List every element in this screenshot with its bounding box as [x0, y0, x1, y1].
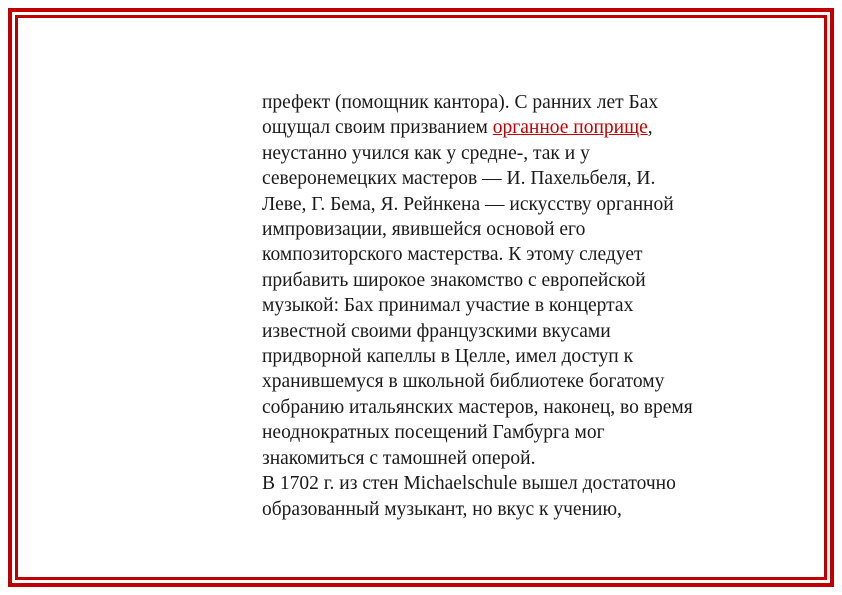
text-line: композиторского мастерства. К этому следует — [262, 244, 643, 266]
text-line: знакомиться с тамошней оперой. — [262, 447, 536, 469]
text-line: импровизации, явившейся основой его — [262, 219, 586, 241]
text-fragment: ощущал своим призванием — [262, 117, 493, 139]
text-line: префект (помощник кантора). С ранних лет Бах — [262, 92, 659, 113]
text-line: неустанно учился как у средне-, так и у — [262, 142, 590, 164]
text-line — [262, 115, 762, 140]
text-line: северонемецких мастеров — И. Пахельбеля, И. — [262, 168, 656, 190]
text-line: Леве, Г. Бема, Я. Рейнкена — искусству органной — [262, 193, 674, 215]
text-block — [262, 90, 762, 522]
text-line: музыкой: Бах принимал участие в концертах — [262, 295, 634, 317]
text-line: собранию итальянских мастеров, наконец, во время — [262, 396, 693, 418]
text-line: хранившемуся в школьной библиотеке богатому — [262, 371, 665, 393]
text-line: прибавить широкое знакомство с европейской — [262, 269, 646, 291]
text-line: В 1702 г. из стен Michaelschule вышел достаточно — [262, 473, 676, 495]
text-fragment: , — [647, 117, 653, 139]
text-line: неоднократных посещений Гамбурга мог — [262, 422, 605, 444]
text-line: образованный музыкант, но вкус к учению, — [262, 498, 622, 520]
text-line: придворной капеллы в Целле, имел доступ к — [262, 346, 634, 368]
organ-career-link[interactable]: органное поприще — [492, 117, 648, 139]
text-line: известной своими французскими вкусами — [262, 320, 611, 342]
